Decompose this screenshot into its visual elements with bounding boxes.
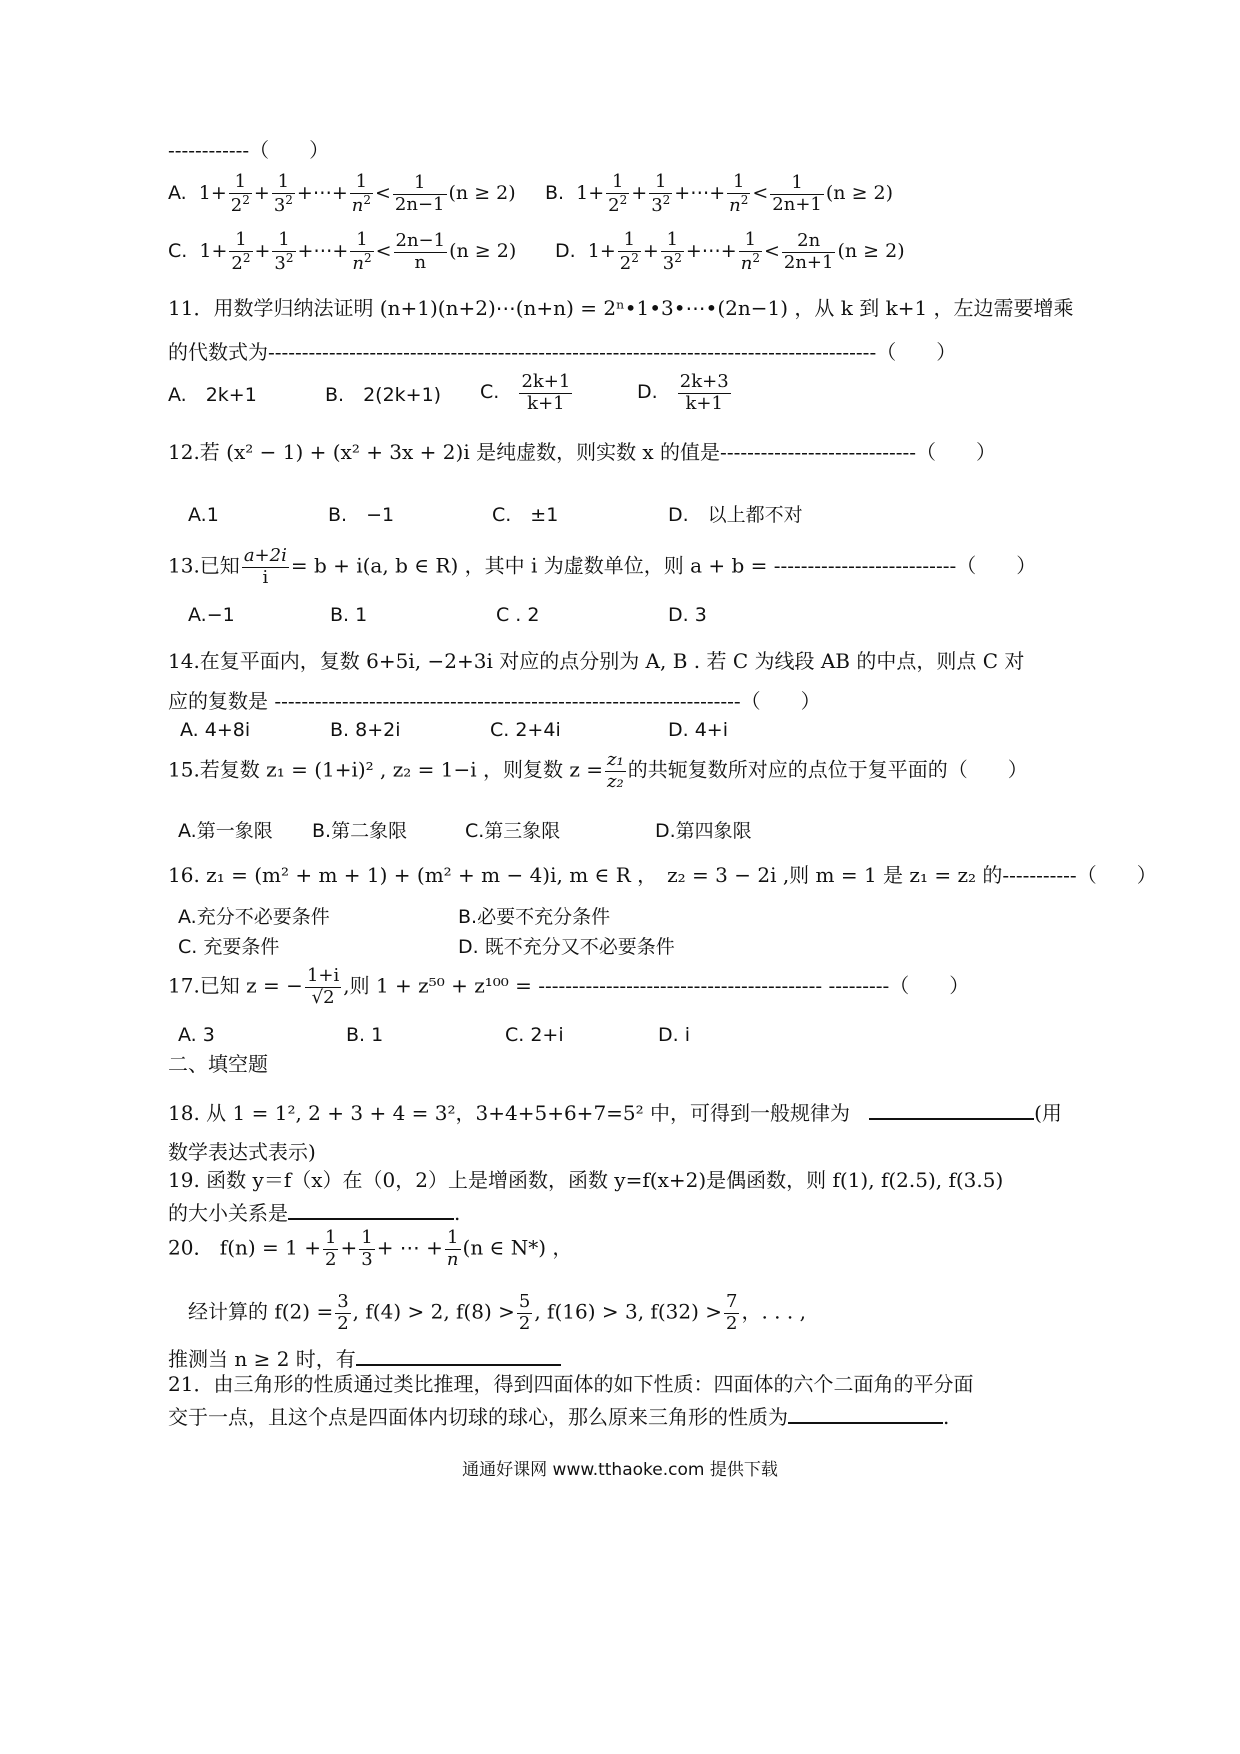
q16-option-b: B.必要不充分条件 xyxy=(458,906,611,928)
q17-stem: 17.已知 z = − $\frac{1+i}{√2}$ ,则 1 + z⁵⁰ + z¹⁰⁰ = ------------------------------------------ ---------（ ） xyxy=(168,965,970,1008)
q20-answer-blank[interactable] xyxy=(356,1346,561,1366)
q16-option-c: C. 充要条件 xyxy=(178,936,280,958)
q21-answer-blank[interactable] xyxy=(788,1404,943,1424)
q13-option-c: C . 2 xyxy=(496,604,540,626)
q15-option-b: B.第二象限 xyxy=(312,820,408,842)
q21-stem-line1: 21．由三角形的性质通过类比推理，得到四面体的如下性质：四面体的六个二面角的平分面 xyxy=(168,1372,974,1396)
q14-option-a: A. 4+8i xyxy=(180,719,251,741)
q16-stem: 16. z₁ = (m² + m + 1) + (m² + m − 4)i, m ∈ R ， z₂ = 3 − 2i ,则 m = 1 是 z₁ = z₂ 的-----------（ ） xyxy=(168,863,1157,887)
q18-stem-line2: 数学表达式表示) xyxy=(168,1140,316,1164)
q12-option-c: C. ±1 xyxy=(492,504,559,526)
q10-option-a: A. 1+ $\frac{1}{2^2}$ + $\frac{1}{3^2}$ +⋯+ $\frac{1}{n^2}$ < $\frac{1}{2n-1}$ (n ≥ 2) xyxy=(168,171,516,216)
q14-option-d: D. 4+i xyxy=(668,719,728,741)
page-footer: 通通好课网 www.tthaoke.com 提供下载 xyxy=(462,1460,778,1480)
q15-stem: 15.若复数 z₁ = (1+i)² , z₂ = 1−i ，则复数 z = $\frac{\text{z₁}}{\text{z₂}}$ 的共轭复数所对应的点位于复平面的（ ） xyxy=(168,749,1028,792)
q21-stem-line2: 交于一点，且这个点是四面体内切球的球心，那么原来三角形的性质为 . xyxy=(168,1405,950,1429)
q11-option-b: B. 2(2k+1) xyxy=(325,384,442,406)
q18-answer-blank[interactable] xyxy=(869,1100,1034,1120)
q17-option-c: C. 2+i xyxy=(505,1024,564,1046)
q11-option-c: C. $\frac{2k+1}{k+1}$ xyxy=(480,371,571,414)
q12-stem: 12.若 (x² − 1) + (x² + 3x + 2)i 是纯虚数，则实数 x 的值是-----------------------------（ ） xyxy=(168,440,997,464)
q18-stem-line1: 18. 从 1 = 1², 2 + 3 + 4 = 3²，3+4+5+6+7=5² 中，可得到一般规律为 (用 xyxy=(168,1101,1062,1125)
q17-option-a: A. 3 xyxy=(178,1024,215,1046)
q20-stem-line3: 推测当 n ≥ 2 时，有 xyxy=(168,1346,561,1369)
q15-option-a: A.第一象限 xyxy=(178,820,273,842)
q13-stem: 13.已知 $\frac{a+2i}{i}$ = b + i(a, b ∈ R) ，其中 i 为虚数单位，则 a + b = ---------------------------（ ） xyxy=(168,545,1037,588)
q19-answer-blank[interactable] xyxy=(288,1200,454,1220)
q17-option-d: D. i xyxy=(658,1024,690,1046)
q12-option-d: D. 以上都不对 xyxy=(668,504,803,526)
q13-option-d: D. 3 xyxy=(668,604,707,626)
q10-tail: ------------（ ） xyxy=(168,138,330,162)
q11-option-d: D. $\frac{2k+3}{k+1}$ xyxy=(637,371,729,414)
q10-option-c: C. 1+ $\frac{1}{2^2}$ + $\frac{1}{3^2}$ +⋯+ $\frac{1}{n^2}$ < $\frac{2n-1}{n}$ (n ≥ 2) xyxy=(168,229,517,274)
q17-option-b: B. 1 xyxy=(346,1024,384,1046)
q14-option-c: C. 2+4i xyxy=(490,719,561,741)
q10-option-d: D. 1+ $\frac{1}{2^2}$ + $\frac{1}{3^2}$ +⋯+ $\frac{1}{n^2}$ < $\frac{2n}{2n+1}$ (n ≥ 2) xyxy=(555,229,905,274)
q15-option-c: C.第三象限 xyxy=(465,820,561,842)
q16-option-a: A.充分不必要条件 xyxy=(178,906,330,928)
q11-stem-line1: 11．用数学归纳法证明 (n+1)(n+2)⋯(n+n) = 2ⁿ•1•3•⋯•(2n−1) ，从 k 到 k+1 ，左边需要增乘 xyxy=(168,296,1074,320)
q20-stem-line2: 经计算的 f(2) = $\frac{3}{2}$ , f(4) > 2, f(8) > $\frac{5}{2}$ , f(16) > 3, f(32) > $\frac{7}{2}$ ，. . . , xyxy=(188,1291,806,1334)
q14-stem-line2: 应的复数是 ---------------------------------------------------------------------（ ） xyxy=(168,689,821,713)
q16-option-d: D. 既不充分又不必要条件 xyxy=(458,936,675,958)
q11-stem-line2: 的代数式为------------------------------------------------------------------------------------------（ ） xyxy=(168,340,957,364)
q12-option-b: B. −1 xyxy=(328,504,395,526)
q10-option-b: B. 1+ $\frac{1}{2^2}$ + $\frac{1}{3^2}$ +⋯+ $\frac{1}{n^2}$ < $\frac{1}{2n+1}$ (n ≥ 2) xyxy=(545,171,894,216)
q19-stem-line2: 的大小关系是 . xyxy=(168,1201,461,1225)
q20-stem-line1: 20． f(n) = 1 + $\frac{1}{2}$ + $\frac{1}{3}$ + ⋯ + $\frac{1}{n}$ (n ∈ N*) ， xyxy=(168,1227,573,1270)
q12-option-a: A.1 xyxy=(188,504,219,526)
q11-option-a: A. 2k+1 xyxy=(168,384,257,406)
section-heading-fill-in: 二、填空题 xyxy=(168,1052,268,1076)
q14-stem-line1: 14.在复平面内，复数 6+5i, −2+3i 对应的点分别为 A, B . 若 C 为线段 AB 的中点，则点 C 对 xyxy=(168,649,1025,673)
q15-option-d: D.第四象限 xyxy=(655,820,752,842)
q13-option-b: B. 1 xyxy=(330,604,368,626)
q19-stem-line1: 19. 函数 y＝f（x）在（0，2）上是增函数，函数 y=f(x+2)是偶函数，则 f(1), f(2.5), f(3.5) xyxy=(168,1168,1004,1192)
q14-option-b: B. 8+2i xyxy=(330,719,401,741)
q13-option-a: A.−1 xyxy=(188,604,235,626)
